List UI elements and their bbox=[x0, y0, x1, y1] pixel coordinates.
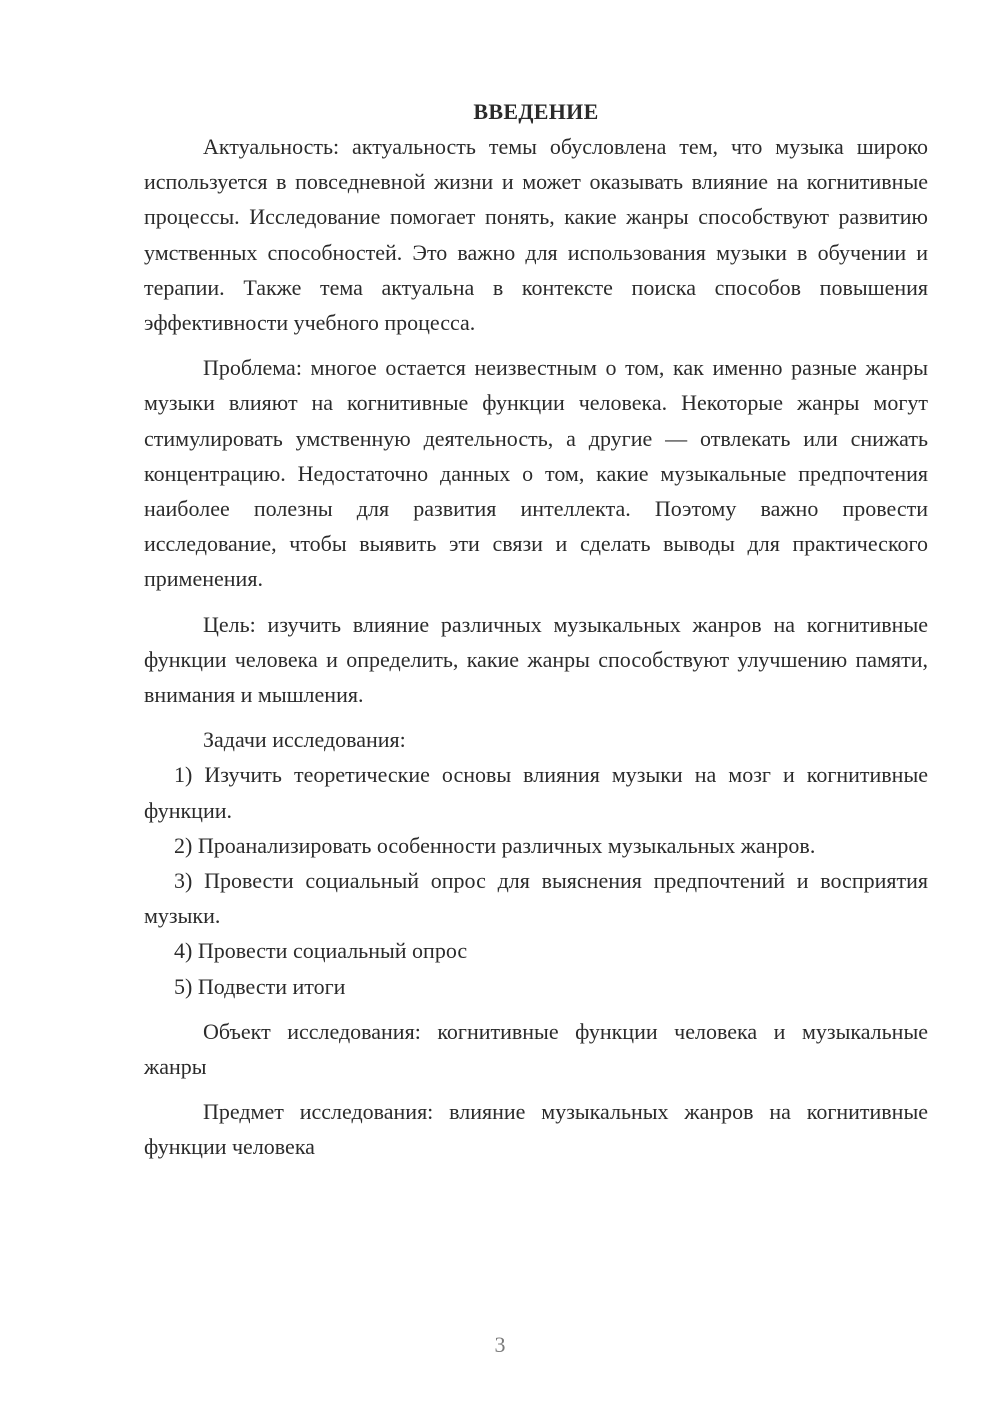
object-paragraph: Объект исследования: когнитивные функции человека и музыкальные жанры bbox=[144, 1018, 928, 1080]
task-item-5: 5) Подвести итоги bbox=[174, 973, 346, 999]
task-item-3: 3) Провести социальный опрос для выяснения предпочтений и восприятия музыки. bbox=[144, 868, 928, 929]
section-heading: ВВЕДЕНИЕ bbox=[473, 99, 599, 124]
task-item-4: 4) Провести социальный опрос bbox=[174, 938, 468, 964]
tasks-title: Задачи исследования: bbox=[203, 727, 406, 753]
subject-paragraph: Предмет исследования: влияние музыкальных жанров на когнитивные функции человека bbox=[144, 1099, 928, 1160]
problem-paragraph: Проблема: многое остается неизвестным о том, как именно разные жанры музыки влияют на когнитивные функции человека. Некоторые жанры могут стимулировать умственную деятельность, а другие — отвлекать или снижать концентрацию. Недостаточно данных о том, какие музыкальные предпочтения наиболее полезны для развития интеллекта. Поэтому важно провести исследование, чтобы выявить эти связи и сделать выводы для практического применения. bbox=[144, 355, 928, 592]
relevance-paragraph: Актуальность: актуальность темы обусловлена тем, что музыка широко используется в повседневной жизни и может оказывать влияние на когнитивные процессы. Исследование помогает понять, какие жанры способствуют развитию умственных способностей. Это важно для использования музыки в обучении и терапии. Также тема актуальна в контексте поиска способов повышения эффективности учебного процесса. bbox=[144, 134, 928, 336]
document-page bbox=[144, 94, 928, 1165]
goal-paragraph: Цель: изучить влияние различных музыкальных жанров на когнитивные функции человека и определить, какие жанры способствуют улучшению памяти, внимания и мышления. bbox=[144, 611, 928, 708]
task-item-1: 1) Изучить теоретические основы влияния музыки на мозг и когнитивные функции. bbox=[144, 762, 928, 823]
task-item-2: 2) Проанализировать особенности различных музыкальных жанров. bbox=[174, 832, 816, 858]
page-number: 3 bbox=[494, 1332, 506, 1357]
